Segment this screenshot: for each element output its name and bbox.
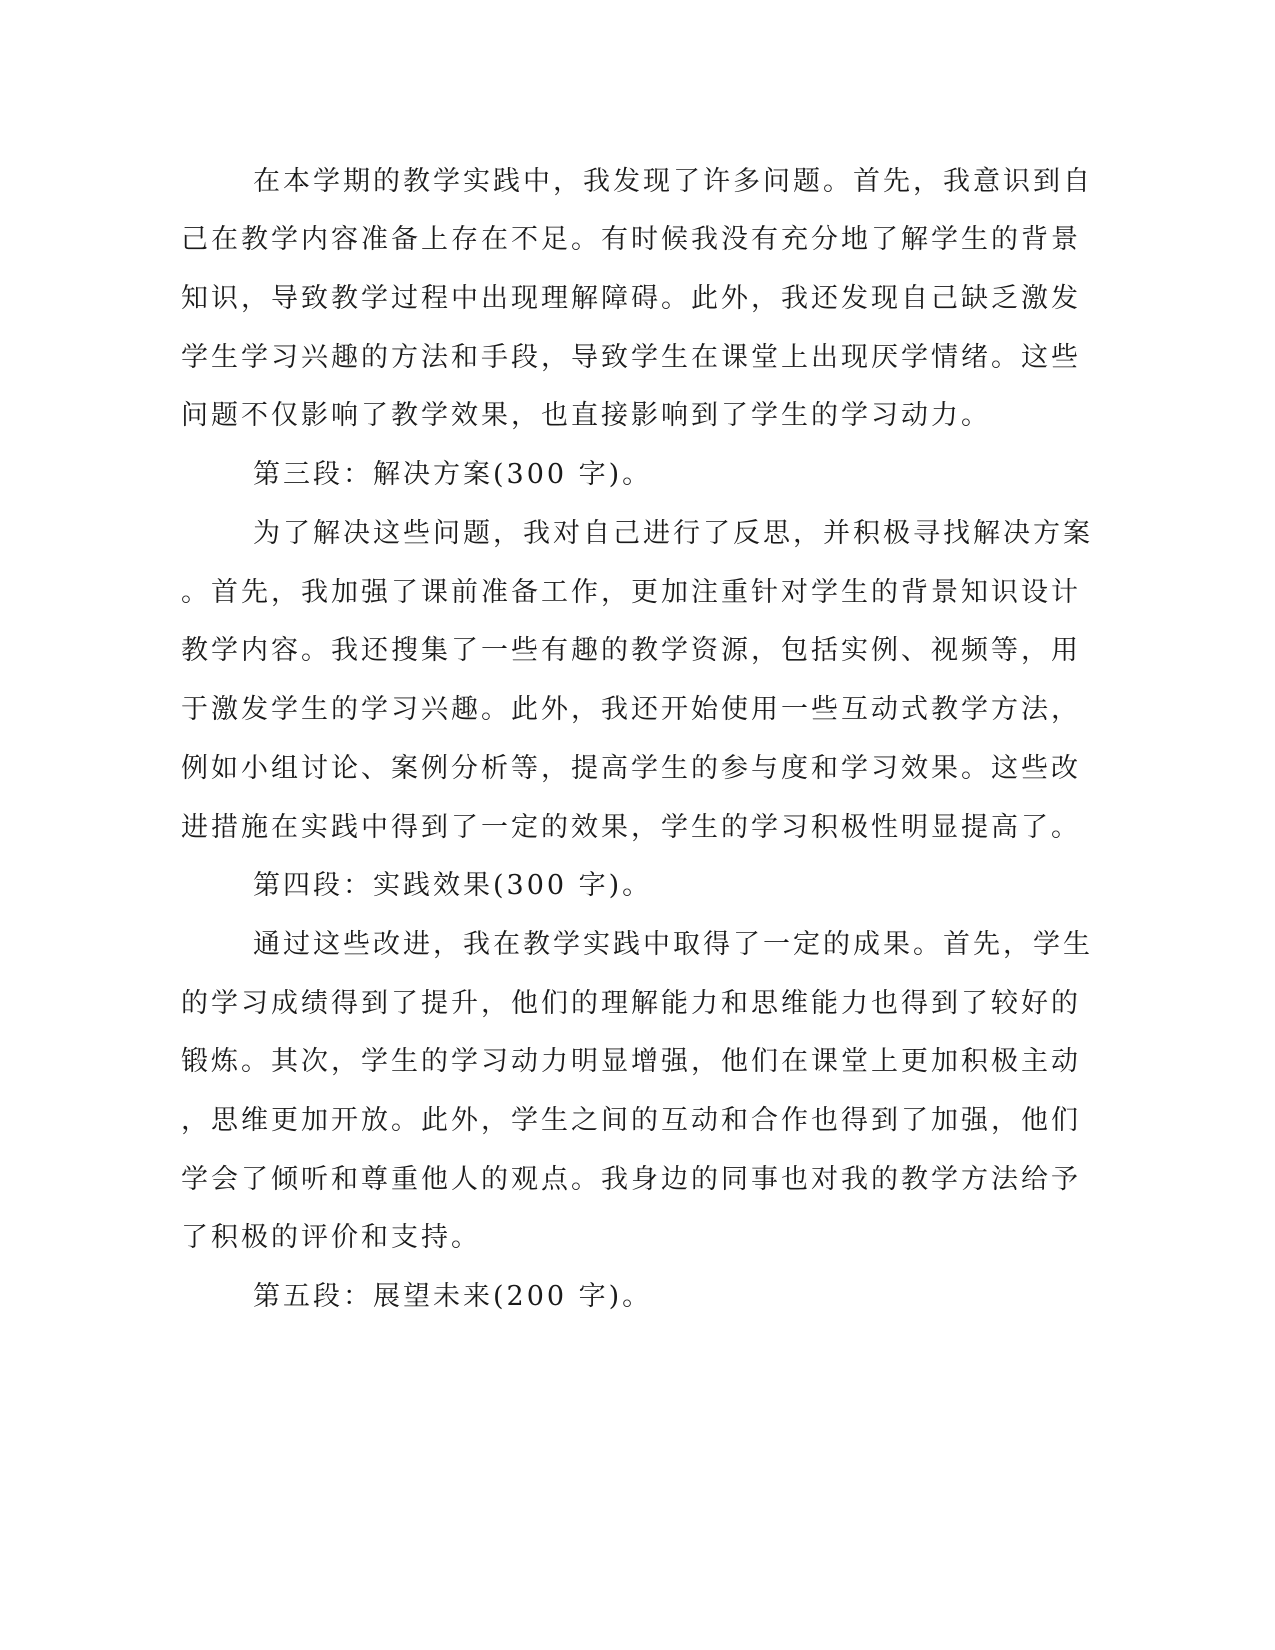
text-line: 在本学期的教学实践中，我发现了许多问题。首先，我意识到自 bbox=[253, 166, 1093, 197]
text-line: 教学内容。我还搜集了一些有趣的教学资源，包括实例、视频等，用 bbox=[181, 635, 1081, 666]
text-line: 进措施在实践中得到了一定的效果，学生的学习积极性明显提高了。 bbox=[181, 812, 1081, 843]
section-heading: 第四段：实践效果(300 字)。 bbox=[253, 870, 653, 901]
text-line: 。首先，我加强了课前准备工作，更加注重针对学生的背景知识设计 bbox=[181, 577, 1081, 608]
text-line: 的学习成绩得到了提升，他们的理解能力和思维能力也得到了较好的 bbox=[181, 988, 1081, 1019]
section-heading: 第三段：解决方案(300 字)。 bbox=[253, 459, 653, 490]
text-line: 了积极的评价和支持。 bbox=[181, 1222, 481, 1253]
text-line: 例如小组讨论、案例分析等，提高学生的参与度和学习效果。这些改 bbox=[181, 753, 1081, 784]
text-line: 己在教学内容准备上存在不足。有时候我没有充分地了解学生的背景 bbox=[181, 224, 1081, 255]
text-line: 于激发学生的学习兴趣。此外，我还开始使用一些互动式教学方法， bbox=[181, 694, 1081, 725]
text-line: 学生学习兴趣的方法和手段，导致学生在课堂上出现厌学情绪。这些 bbox=[181, 342, 1081, 373]
text-line: ，思维更加开放。此外，学生之间的互动和合作也得到了加强，他们 bbox=[181, 1105, 1081, 1136]
text-line: 知识，导致教学过程中出现理解障碍。此外，我还发现自己缺乏激发 bbox=[181, 283, 1081, 314]
text-line: 通过这些改进，我在教学实践中取得了一定的成果。首先，学生 bbox=[253, 929, 1093, 960]
text-line: 锻炼。其次，学生的学习动力明显增强，他们在课堂上更加积极主动 bbox=[181, 1046, 1081, 1077]
text-line: 学会了倾听和尊重他人的观点。我身边的同事也对我的教学方法给予 bbox=[181, 1164, 1081, 1195]
text-line: 为了解决这些问题，我对自己进行了反思，并积极寻找解决方案 bbox=[253, 518, 1093, 549]
text-line: 问题不仅影响了教学效果，也直接影响到了学生的学习动力。 bbox=[181, 400, 991, 431]
section-heading: 第五段：展望未来(200 字)。 bbox=[253, 1281, 653, 1312]
